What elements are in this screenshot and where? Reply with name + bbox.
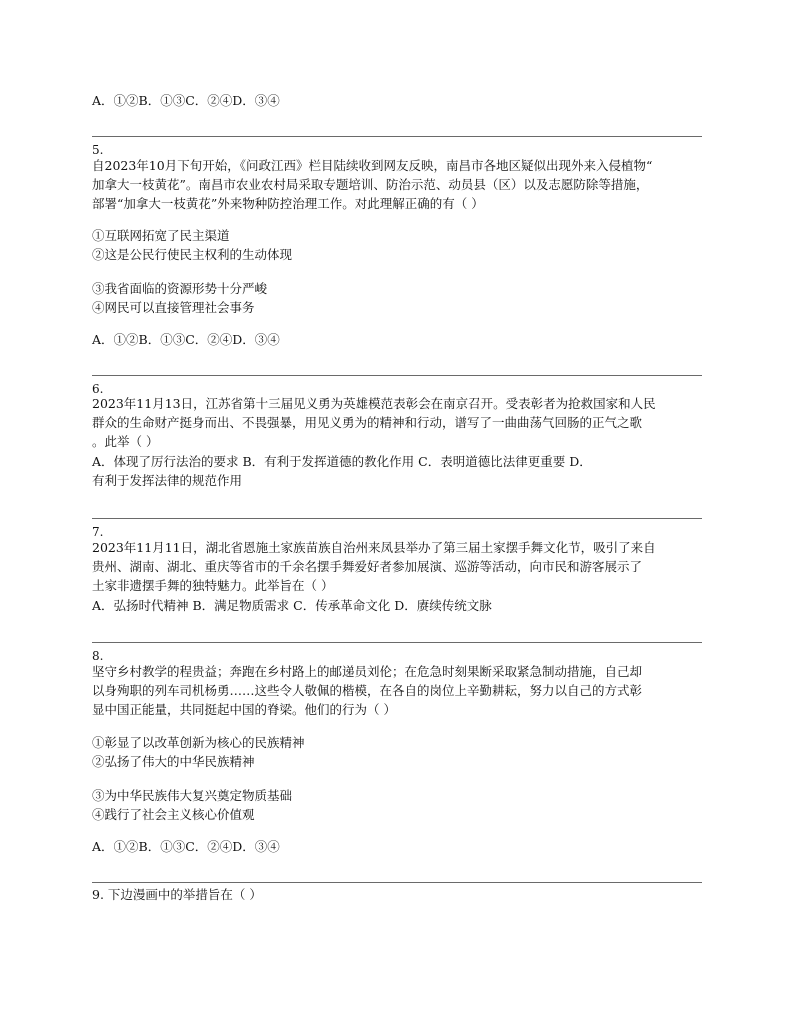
q4-answer-options: A．①②B．①③C．②④D．③④ xyxy=(92,93,280,108)
question-stem-line: 2023年11月11日，湖北省恩施土家族苗族自治州来凤县举办了第三届土家摆手舞文化节，吸引了来自 xyxy=(92,540,656,555)
question-stem-line: 坚守乡村教学的程贵益；奔跑在乡村路上的邮递员刘伦；在危急时刻果断采取紧急制动措施，自己却 xyxy=(92,664,643,679)
question-stem-line: 。此举（ ） xyxy=(92,434,159,449)
divider xyxy=(92,375,702,376)
question-number: 8. xyxy=(92,649,104,663)
question-9-stem: 9. 下边漫画中的举措旨在（ ） xyxy=(92,887,262,902)
question-stem-line: 加拿大一枝黄花”。南昌市农业农村局采取专题培训、防治示范、动员县（区）以及志愿防除等措施， xyxy=(92,177,649,192)
statement-option: ③为中华民族伟大复兴奠定物质基础 xyxy=(92,788,293,803)
question-number: 6. xyxy=(92,382,104,396)
divider xyxy=(92,136,702,137)
answer-options: 有利于发挥法律的规范作用 xyxy=(92,473,243,488)
divider xyxy=(92,518,702,519)
statement-option: ④践行了社会主义核心价值观 xyxy=(92,807,255,822)
statement-option: ④网民可以直接管理社会事务 xyxy=(92,300,255,315)
divider xyxy=(92,642,702,643)
question-stem-line: 显中国正能量，共同挺起中国的脊梁。他们的行为（ ） xyxy=(92,702,396,717)
statement-option: ②弘扬了伟大的中华民族精神 xyxy=(92,754,255,769)
question-stem-line: 土家非遗摆手舞的独特魅力。此举旨在（ ） xyxy=(92,578,334,593)
statement-option: ①彰显了以改革创新为核心的民族精神 xyxy=(92,735,305,750)
question-stem-line: 部署“加拿大一枝黄花”外来物种防控治理工作。对此理解正确的有（ ） xyxy=(92,196,484,211)
answer-options: A．①②B．①③C．②④D．③④ xyxy=(92,332,280,347)
answer-options: A．①②B．①③C．②④D．③④ xyxy=(92,839,280,854)
divider xyxy=(92,882,702,883)
statement-option: ③我省面临的资源形势十分严峻 xyxy=(92,281,268,296)
question-stem-line: 自2023年10月下旬开始，《问政江西》栏目陆续收到网友反映，南昌市各地区疑似出现外来入侵植物“ xyxy=(92,158,653,173)
question-number: 7. xyxy=(92,525,104,539)
question-stem-line: 以身殉职的列车司机杨勇……这些令人敬佩的楷模，在各自的岗位上辛勤耕耘，努力以自己的方式彰 xyxy=(92,683,643,698)
statement-option: ①互联网拓宽了民主渠道 xyxy=(92,228,230,243)
answer-options: A．弘扬时代精神 B．满足物质需求 C．传承革命文化 D．赓续传统文脉 xyxy=(92,598,492,613)
question-stem-line: 贵州、湖南、湖北、重庆等省市的千余名摆手舞爱好者参加展演、巡游等活动，向市民和游客展示了 xyxy=(92,559,643,574)
question-stem-line: 群众的生命财产挺身而出、不畏强暴，用见义勇为的精神和行动，谱写了一曲曲荡气回肠的正气之歌 xyxy=(92,415,643,430)
question-number: 5. xyxy=(92,143,104,157)
statement-option: ②这是公民行使民主权利的生动体现 xyxy=(92,247,293,262)
question-stem-line: 2023年11月13日，江苏省第十三届见义勇为英雄模范表彰会在南京召开。受表彰者为抢救国家和人民 xyxy=(92,396,656,411)
answer-options: A．体现了厉行法治的要求 B．有利于发挥道德的教化作用 C．表明道德比法律更重要 D． xyxy=(92,454,592,469)
